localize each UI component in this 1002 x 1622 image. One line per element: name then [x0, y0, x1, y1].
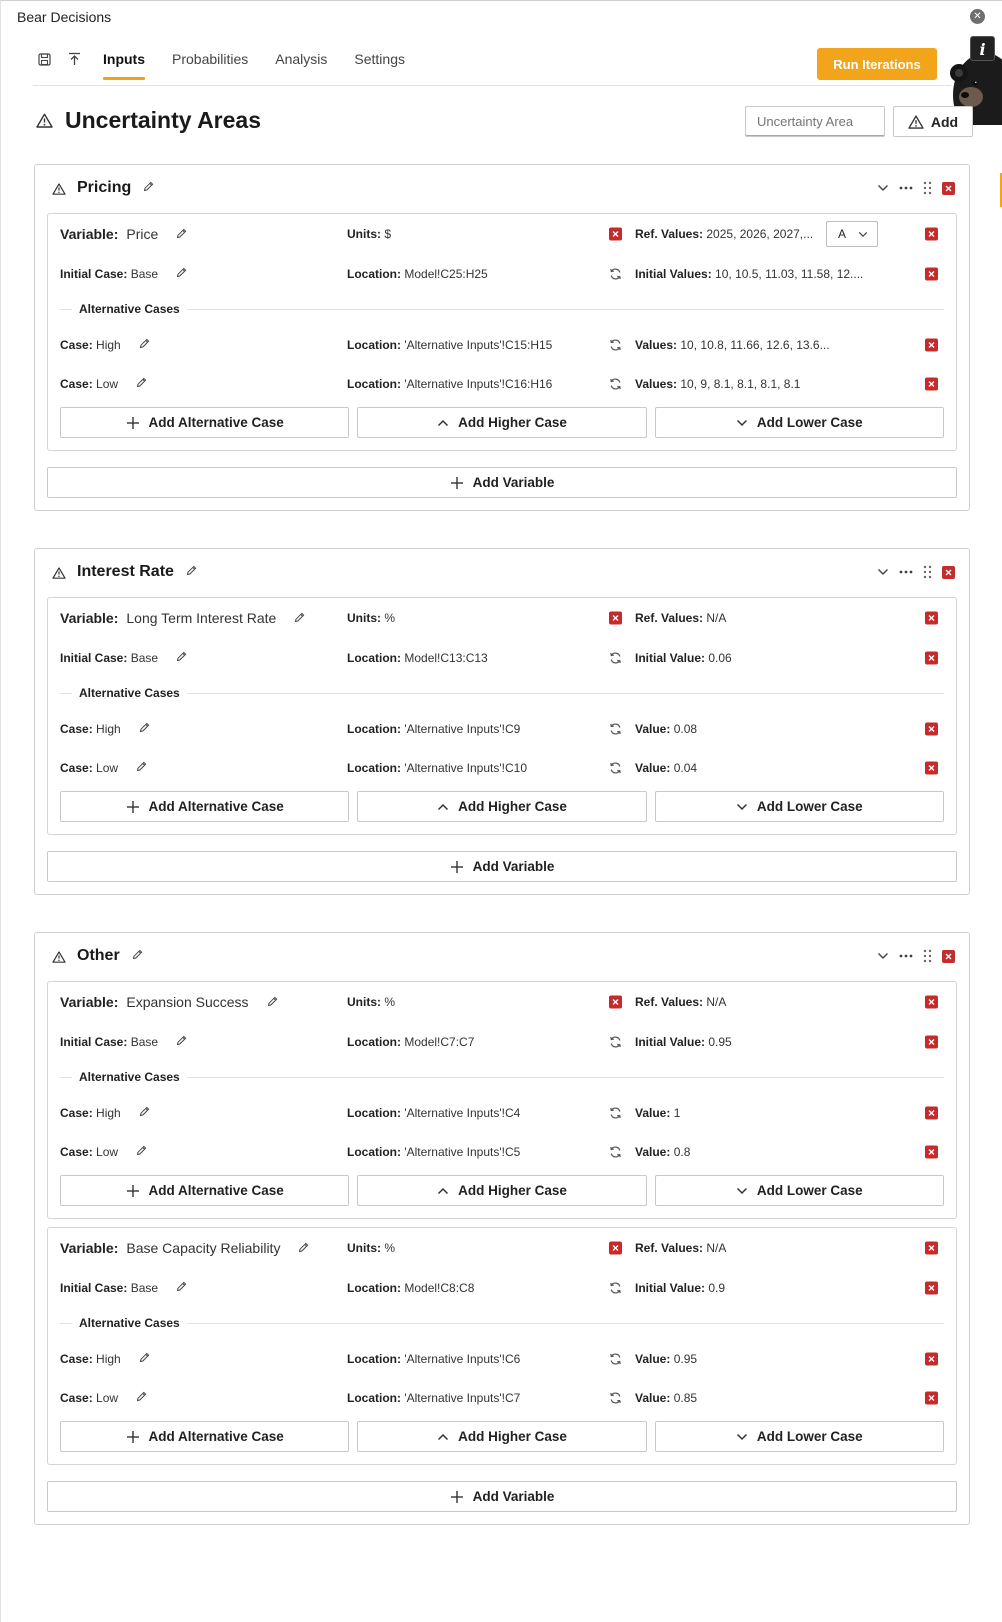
location-label: Location:	[347, 1105, 401, 1120]
variable-row	[60, 598, 944, 638]
case-label: Case:	[60, 1144, 93, 1159]
button-label: Add Alternative Case	[148, 1429, 284, 1444]
variable-label: Variable:	[60, 994, 119, 1010]
area-name: Pricing	[77, 179, 132, 196]
initial-case-label: Initial Case:	[60, 266, 128, 281]
button-label: Add Lower Case	[756, 1429, 863, 1444]
refresh-icon[interactable]	[609, 1145, 622, 1158]
variable-name: Price	[126, 226, 159, 242]
initial-case-row	[60, 638, 944, 677]
add-lower-case-button[interactable]	[655, 1175, 944, 1206]
button-label: Add Higher Case	[458, 799, 567, 814]
alternative-cases-label: Alternative Cases	[72, 1316, 187, 1330]
drag-handle-icon[interactable]	[923, 949, 932, 963]
area-header	[35, 549, 969, 597]
case-buttons	[60, 1175, 944, 1206]
case-name: Low	[96, 1390, 119, 1405]
add-variable-button[interactable]	[47, 467, 957, 498]
ref-values-dropdown[interactable]	[826, 221, 878, 247]
button-label: Add Lower Case	[756, 1183, 863, 1198]
case-value-label: Values:	[635, 376, 678, 391]
case-label: Case:	[60, 721, 93, 736]
case-value: 0.95	[673, 1351, 698, 1366]
tab-inputs[interactable]: Inputs	[103, 45, 145, 79]
location-label: Location:	[347, 1351, 401, 1366]
case-label: Case:	[60, 337, 93, 352]
delete-units-icon[interactable]	[609, 612, 622, 625]
case-value-label: Value:	[635, 1105, 671, 1120]
delete-case-icon[interactable]	[925, 1145, 938, 1158]
case-label: Case:	[60, 1351, 93, 1366]
chevron-up-icon	[437, 803, 449, 811]
delete-variable-icon[interactable]	[925, 1242, 938, 1255]
pencil-icon[interactable]	[139, 1106, 150, 1117]
title-bar	[1, 1, 1002, 33]
add-lower-case-button[interactable]	[655, 1421, 944, 1452]
initial-case-label: Initial Case:	[60, 1034, 128, 1049]
add-lower-case-button[interactable]	[655, 791, 944, 822]
initial-case-row	[60, 254, 944, 293]
units-value: %	[384, 995, 396, 1009]
add-higher-case-button[interactable]	[357, 1421, 646, 1452]
warning-icon	[908, 115, 924, 129]
add-higher-case-button[interactable]	[357, 791, 646, 822]
chevron-down-icon[interactable]	[877, 952, 889, 960]
button-label: Add Lower Case	[756, 799, 863, 814]
tab-probabilities[interactable]: Probabilities	[172, 51, 249, 67]
ref-values-label: Ref. Values:	[635, 227, 704, 241]
upload-icon[interactable]	[63, 45, 85, 73]
pencil-icon[interactable]	[139, 722, 150, 733]
location-value: 'Alternative Inputs'!C4	[404, 1105, 521, 1120]
initial-case-name: Base	[130, 1280, 159, 1295]
button-label: Add Higher Case	[458, 1183, 567, 1198]
units-label: Units:	[347, 227, 381, 241]
plus-icon	[450, 476, 464, 490]
chevron-down-icon	[736, 1433, 748, 1441]
area-title	[77, 563, 197, 581]
location-label: Location:	[347, 1144, 401, 1159]
location-label: Location:	[347, 760, 401, 775]
case-value-label: Values:	[635, 337, 678, 352]
chevron-down-icon	[736, 803, 748, 811]
alternative-case-row	[60, 709, 944, 748]
location-value: 'Alternative Inputs'!C16:H16	[404, 376, 553, 391]
case-value: 10, 9, 8.1, 8.1, 8.1, 8.1	[680, 376, 801, 391]
run-iterations-button[interactable]: Run Iterations	[817, 48, 937, 80]
location-value: 'Alternative Inputs'!C15:H15	[404, 337, 553, 352]
more-options-icon[interactable]	[899, 570, 913, 574]
drag-handle-icon[interactable]	[923, 181, 932, 195]
location-value: 'Alternative Inputs'!C5	[404, 1144, 521, 1159]
case-value: 0.08	[673, 721, 698, 736]
units-label: Units:	[347, 611, 381, 625]
initial-value-label: Initial Value:	[635, 1034, 706, 1049]
location-label: Location:	[347, 650, 401, 665]
refresh-icon[interactable]	[609, 651, 622, 664]
ref-values-label: Ref. Values:	[635, 611, 704, 625]
add-area-button[interactable]	[893, 106, 973, 137]
case-value: 0.85	[673, 1390, 698, 1405]
ref-values-label: Ref. Values:	[635, 995, 704, 1009]
tab-settings[interactable]: Settings	[354, 51, 405, 67]
location-label: Location:	[347, 376, 401, 391]
variable-name: Long Term Interest Rate	[126, 610, 277, 626]
chevron-down-icon[interactable]	[877, 184, 889, 192]
chevron-down-icon[interactable]	[877, 568, 889, 576]
alternative-cases-label: Alternative Cases	[72, 302, 187, 316]
area-actions	[877, 949, 955, 963]
delete-case-icon[interactable]	[925, 761, 938, 774]
save-icon[interactable]	[33, 45, 55, 73]
delete-case-icon[interactable]	[925, 1106, 938, 1119]
chevron-down-icon	[858, 231, 868, 238]
variable-card	[47, 597, 957, 835]
initial-value: 0.9	[708, 1280, 726, 1295]
button-label: Add Alternative Case	[148, 415, 284, 430]
warning-icon	[52, 183, 66, 195]
variable-row	[60, 214, 944, 254]
area-actions	[877, 181, 955, 195]
delete-case-icon[interactable]	[925, 377, 938, 390]
refresh-icon[interactable]	[609, 722, 622, 735]
refresh-icon[interactable]	[609, 761, 622, 774]
variable-card	[47, 1227, 957, 1465]
units-label: Units:	[347, 1241, 381, 1255]
pencil-icon[interactable]	[176, 228, 187, 239]
variable-label: Variable:	[60, 1240, 119, 1256]
pencil-icon[interactable]	[143, 181, 154, 192]
location-value: 'Alternative Inputs'!C9	[404, 721, 521, 736]
tab-analysis[interactable]: Analysis	[275, 51, 328, 67]
variable-card	[47, 213, 957, 451]
alternative-case-row	[60, 748, 944, 787]
alternative-cases-label: Alternative Cases	[72, 686, 187, 700]
pencil-icon[interactable]	[139, 1352, 150, 1363]
delete-case-icon[interactable]	[925, 722, 938, 735]
case-name: High	[96, 1105, 121, 1120]
add-higher-case-button[interactable]	[357, 1175, 646, 1206]
add-alternative-case-button[interactable]	[60, 791, 349, 822]
case-name: High	[96, 721, 121, 736]
area-header	[35, 933, 969, 981]
pencil-icon[interactable]	[136, 377, 147, 388]
delete-case-icon[interactable]	[925, 1281, 938, 1294]
variable-row	[60, 1228, 944, 1268]
uncertainty-area-input[interactable]	[745, 106, 885, 137]
delete-units-icon[interactable]	[609, 996, 622, 1009]
delete-case-icon[interactable]	[925, 1035, 938, 1048]
refresh-icon[interactable]	[609, 338, 622, 351]
add-alternative-case-button[interactable]	[60, 1421, 349, 1452]
ref-dropdown-value: A	[838, 227, 847, 241]
area-header	[35, 165, 969, 213]
drag-handle-icon[interactable]	[923, 565, 932, 579]
location-value: 'Alternative Inputs'!C7	[404, 1390, 521, 1405]
button-label: Add Lower Case	[756, 415, 863, 430]
area-title	[77, 179, 154, 197]
close-icon[interactable]: ✕	[970, 9, 985, 24]
pencil-icon[interactable]	[139, 338, 150, 349]
delete-area-icon[interactable]	[942, 950, 955, 963]
alternative-cases-heading	[60, 293, 944, 325]
location-label: Location:	[347, 1034, 401, 1049]
area-name: Other	[77, 947, 120, 964]
case-buttons	[60, 1421, 944, 1452]
initial-case-row	[60, 1268, 944, 1307]
initial-case-row	[60, 1022, 944, 1061]
initial-case-label: Initial Case:	[60, 650, 128, 665]
area-title	[77, 947, 143, 965]
refresh-icon[interactable]	[609, 267, 622, 280]
refresh-icon[interactable]	[609, 1035, 622, 1048]
delete-units-icon[interactable]	[609, 1242, 622, 1255]
initial-value-label: Initial Values:	[635, 266, 712, 281]
alternative-case-row	[60, 325, 944, 364]
case-name: Low	[96, 376, 119, 391]
location-label: Location:	[347, 721, 401, 736]
add-alternative-case-button[interactable]	[60, 1175, 349, 1206]
variable-card	[47, 981, 957, 1219]
button-label: Add Variable	[472, 475, 555, 490]
delete-variable-icon[interactable]	[925, 228, 938, 241]
variable-label: Variable:	[60, 226, 119, 242]
alternative-case-row	[60, 1339, 944, 1378]
case-label: Case:	[60, 1105, 93, 1120]
alternative-case-row	[60, 1378, 944, 1417]
units-value: $	[384, 227, 392, 241]
pencil-icon[interactable]	[267, 996, 278, 1007]
case-value: 0.8	[673, 1144, 691, 1159]
delete-area-icon[interactable]	[942, 566, 955, 579]
delete-area-icon[interactable]	[942, 182, 955, 195]
case-name: High	[96, 1351, 121, 1366]
location-label: Location:	[347, 1390, 401, 1405]
case-value: 10, 10.8, 11.66, 12.6, 13.6...	[680, 337, 830, 352]
add-button-label: Add	[930, 113, 959, 130]
pencil-icon[interactable]	[298, 1242, 309, 1253]
case-label: Case:	[60, 760, 93, 775]
chevron-down-icon	[736, 419, 748, 427]
ref-values: N/A	[706, 1241, 727, 1255]
location-value: 'Alternative Inputs'!C6	[404, 1351, 521, 1366]
case-value-label: Value:	[635, 760, 671, 775]
case-buttons	[60, 791, 944, 822]
location-value: 'Alternative Inputs'!C10	[404, 760, 527, 775]
delete-case-icon[interactable]	[925, 651, 938, 664]
case-value-label: Value:	[635, 1351, 671, 1366]
initial-case-name: Base	[130, 1034, 159, 1049]
delete-variable-icon[interactable]	[925, 996, 938, 1009]
button-label: Add Alternative Case	[148, 1183, 284, 1198]
alternative-case-row	[60, 1132, 944, 1171]
refresh-icon[interactable]	[609, 377, 622, 390]
delete-variable-icon[interactable]	[925, 612, 938, 625]
button-label: Add Alternative Case	[148, 799, 284, 814]
case-value-label: Value:	[635, 1144, 671, 1159]
units-value: %	[384, 1241, 396, 1255]
delete-case-icon[interactable]	[925, 1391, 938, 1404]
button-label: Add Higher Case	[458, 1429, 567, 1444]
initial-case-label: Initial Case:	[60, 1280, 128, 1295]
alternative-cases-heading	[60, 1061, 944, 1093]
refresh-icon[interactable]	[609, 1281, 622, 1294]
location-value: Model!C13:C13	[404, 650, 488, 665]
case-label: Case:	[60, 376, 93, 391]
chevron-up-icon	[437, 1187, 449, 1195]
more-options-icon[interactable]	[899, 954, 913, 958]
chevron-up-icon	[437, 419, 449, 427]
alternative-case-row	[60, 364, 944, 403]
refresh-icon[interactable]	[609, 1106, 622, 1119]
variable-row	[60, 982, 944, 1022]
delete-case-icon[interactable]	[925, 1352, 938, 1365]
location-value: Model!C8:C8	[404, 1280, 475, 1295]
pencil-icon[interactable]	[176, 1281, 187, 1292]
alternative-case-row	[60, 1093, 944, 1132]
chevron-down-icon	[736, 1187, 748, 1195]
uncertainty-area-card	[34, 164, 970, 511]
case-name: Low	[96, 760, 119, 775]
case-value: 0.04	[673, 760, 698, 775]
plus-icon	[126, 416, 140, 430]
ref-values: N/A	[706, 995, 727, 1009]
tab-bar	[33, 45, 951, 86]
ref-values-label: Ref. Values:	[635, 1241, 704, 1255]
initial-case-name: Base	[130, 650, 159, 665]
area-actions	[877, 565, 955, 579]
initial-value-label: Initial Value:	[635, 650, 706, 665]
location-value: Model!C25:H25	[404, 266, 488, 281]
pencil-icon[interactable]	[136, 1391, 147, 1402]
warning-icon	[52, 951, 66, 963]
add-higher-case-button[interactable]	[357, 407, 646, 438]
initial-value: 0.06	[708, 650, 732, 665]
plus-icon	[126, 1430, 140, 1444]
page-header	[33, 104, 973, 142]
location-value: Model!C7:C7	[404, 1034, 475, 1049]
uncertainty-area-card	[34, 932, 970, 1525]
more-options-icon[interactable]	[899, 186, 913, 190]
location-label: Location:	[347, 266, 401, 281]
initial-value-label: Initial Value:	[635, 1280, 706, 1295]
case-value-label: Value:	[635, 721, 671, 736]
location-label: Location:	[347, 1280, 401, 1295]
variable-name: Expansion Success	[126, 994, 249, 1010]
chevron-up-icon	[437, 1433, 449, 1441]
case-buttons	[60, 407, 944, 438]
add-variable-button[interactable]	[47, 1481, 957, 1512]
pencil-icon[interactable]	[294, 612, 305, 623]
pencil-icon[interactable]	[136, 1145, 147, 1156]
plus-icon	[450, 1490, 464, 1504]
pencil-icon[interactable]	[176, 267, 187, 278]
add-variable-button[interactable]	[47, 851, 957, 882]
plus-icon	[126, 1184, 140, 1198]
initial-case-name: Base	[130, 266, 159, 281]
add-alternative-case-button[interactable]	[60, 407, 349, 438]
pencil-icon[interactable]	[136, 761, 147, 772]
pencil-icon[interactable]	[132, 949, 143, 960]
variable-name: Base Capacity Reliability	[126, 1240, 281, 1256]
pencil-icon[interactable]	[186, 565, 197, 576]
delete-case-icon[interactable]	[925, 267, 938, 280]
delete-case-icon[interactable]	[925, 338, 938, 351]
button-label: Add Variable	[472, 859, 555, 874]
alternative-cases-label: Alternative Cases	[72, 1070, 187, 1084]
case-name: Low	[96, 1144, 119, 1159]
initial-value: 0.95	[708, 1034, 732, 1049]
refresh-icon[interactable]	[609, 1391, 622, 1404]
alternative-cases-heading	[60, 1307, 944, 1339]
area-name: Interest Rate	[77, 563, 174, 580]
location-label: Location:	[347, 337, 401, 352]
warning-icon	[52, 567, 66, 579]
units-label: Units:	[347, 995, 381, 1009]
page-title: Uncertainty Areas	[65, 107, 262, 133]
plus-icon	[450, 860, 464, 874]
alternative-cases-heading	[60, 677, 944, 709]
case-value: 1	[673, 1105, 681, 1120]
units-value: %	[384, 611, 396, 625]
button-label: Add Variable	[472, 1489, 555, 1504]
refresh-icon[interactable]	[609, 1352, 622, 1365]
ref-values: 2025, 2026, 2027,...	[706, 227, 814, 241]
case-label: Case:	[60, 1390, 93, 1405]
case-name: High	[96, 337, 121, 352]
add-lower-case-button[interactable]	[655, 407, 944, 438]
ref-values: N/A	[706, 611, 727, 625]
uncertainty-area-card	[34, 548, 970, 895]
delete-units-icon[interactable]	[609, 228, 622, 241]
info-icon[interactable]: i	[970, 36, 995, 61]
variable-label: Variable:	[60, 610, 119, 626]
initial-value: 10, 10.5, 11.03, 11.58, 12....	[715, 266, 864, 281]
plus-icon	[126, 800, 140, 814]
pencil-icon[interactable]	[176, 651, 187, 662]
warning-icon	[36, 113, 53, 131]
window-title: Bear Decisions	[17, 9, 112, 25]
case-value-label: Value:	[635, 1390, 671, 1405]
pencil-icon[interactable]	[176, 1035, 187, 1046]
button-label: Add Higher Case	[458, 415, 567, 430]
